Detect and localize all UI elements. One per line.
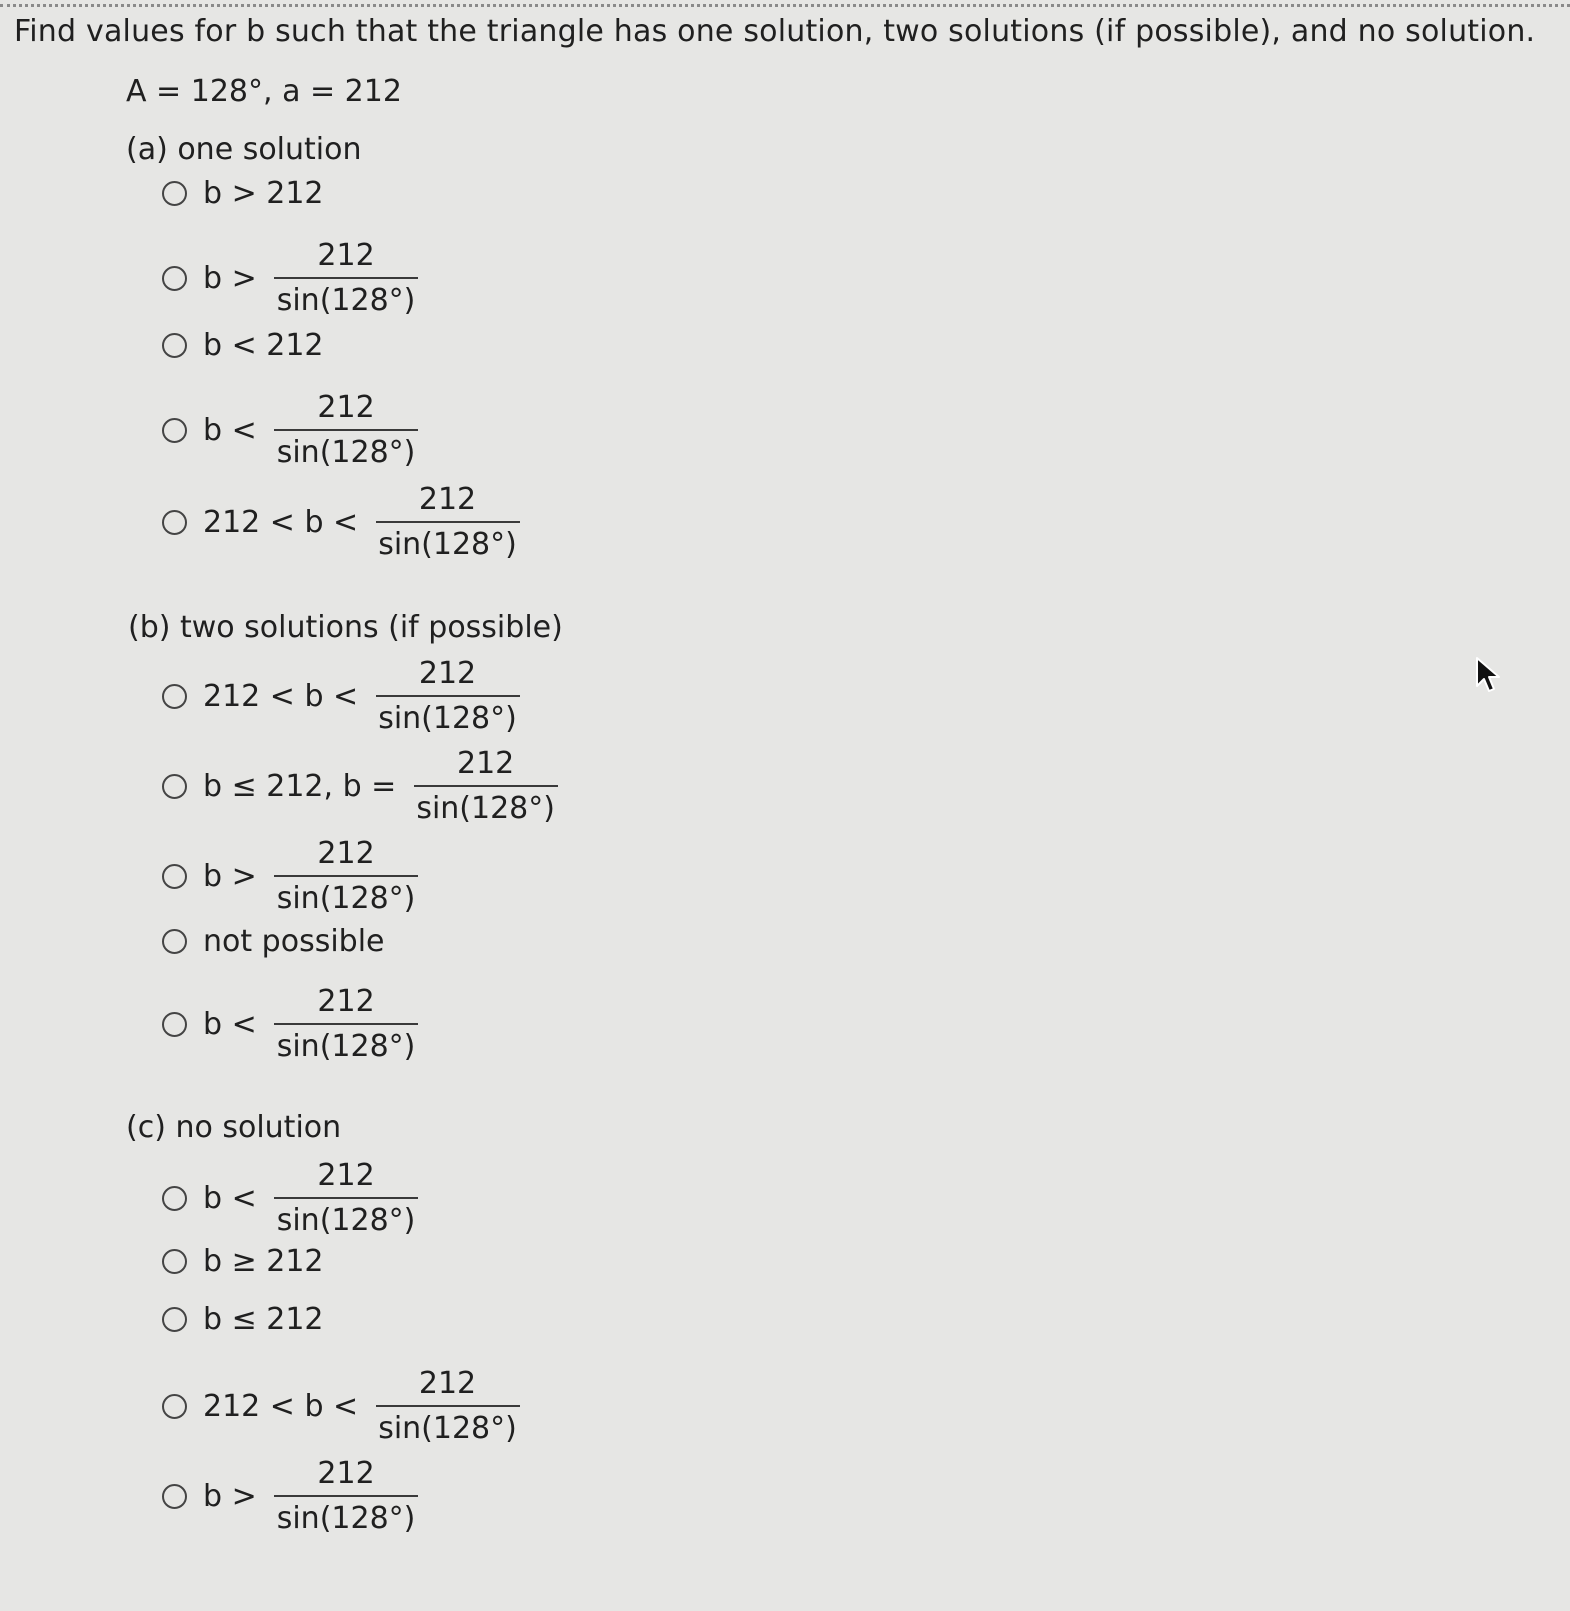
fraction-denominator: sin(128°): [276, 881, 416, 916]
part-b-option-1[interactable]: [162, 656, 525, 736]
radio-button[interactable]: [162, 418, 187, 443]
option-text: b < 212: [203, 328, 324, 363]
part-b-option-4[interactable]: [162, 924, 385, 959]
fraction-numerator: 212: [414, 746, 558, 787]
fraction-denominator: sin(128°): [416, 791, 555, 826]
fraction: [269, 1456, 424, 1536]
part-b-option-2[interactable]: [162, 746, 563, 826]
part-a-option-3[interactable]: [162, 328, 324, 363]
part-c-option-2[interactable]: [162, 1244, 324, 1279]
option-text: 212 < b <: [203, 1388, 359, 1424]
option-text: b <: [203, 1180, 257, 1216]
part-a-option-1[interactable]: [162, 176, 324, 211]
fraction: [269, 238, 424, 318]
radio-button[interactable]: [162, 1307, 187, 1332]
option-text: not possible: [203, 924, 385, 959]
fraction: [269, 1158, 424, 1238]
radio-button[interactable]: [162, 864, 187, 889]
radio-button[interactable]: [162, 1484, 187, 1509]
part-c-label: (c) no solution: [126, 1110, 342, 1145]
fraction-denominator: sin(128°): [276, 435, 416, 470]
part-c-option-3[interactable]: [162, 1302, 324, 1337]
radio-button[interactable]: [162, 1012, 187, 1037]
part-c-option-5[interactable]: [162, 1456, 423, 1536]
option-text: b >: [203, 260, 257, 296]
fraction-denominator: sin(128°): [276, 1501, 416, 1536]
radio-button[interactable]: [162, 333, 187, 358]
fraction-denominator: sin(128°): [276, 283, 416, 318]
part-a-label: (a) one solution: [126, 132, 362, 167]
radio-button[interactable]: [162, 181, 187, 206]
question-text: Find values for b such that the triangle has one solution, two solutions (if possible), and no solution.: [14, 14, 1536, 49]
option-text: b ≤ 212: [203, 1302, 324, 1337]
fraction-numerator: 212: [274, 836, 418, 877]
fraction: [269, 836, 424, 916]
fraction: [370, 1366, 525, 1446]
fraction-numerator: 212: [376, 482, 520, 523]
option-text: b <: [203, 1006, 257, 1042]
fraction-denominator: sin(128°): [378, 701, 517, 736]
fraction-denominator: sin(128°): [378, 527, 517, 562]
mouse-pointer-icon: [1474, 656, 1504, 696]
part-c-option-4[interactable]: [162, 1366, 525, 1446]
part-a-option-2[interactable]: [162, 238, 423, 318]
top-dotted-divider: [0, 4, 1570, 7]
radio-button[interactable]: [162, 929, 187, 954]
option-text: b ≤ 212, b =: [203, 768, 397, 804]
radio-button[interactable]: [162, 1186, 187, 1211]
radio-button[interactable]: [162, 1394, 187, 1419]
fraction: [370, 656, 525, 736]
part-a-option-4[interactable]: [162, 390, 423, 470]
radio-button[interactable]: [162, 684, 187, 709]
option-text: b > 212: [203, 176, 324, 211]
option-text: b >: [203, 858, 257, 894]
radio-button[interactable]: [162, 774, 187, 799]
fraction-denominator: sin(128°): [378, 1411, 517, 1446]
fraction: [408, 746, 563, 826]
part-b-option-3[interactable]: [162, 836, 423, 916]
radio-button[interactable]: [162, 510, 187, 535]
part-b-option-5[interactable]: [162, 984, 423, 1064]
option-text: 212 < b <: [203, 678, 359, 714]
fraction-numerator: 212: [274, 390, 418, 431]
fraction-denominator: sin(128°): [276, 1029, 416, 1064]
part-c-option-1[interactable]: [162, 1158, 423, 1238]
part-b-label: (b) two solutions (if possible): [128, 610, 563, 645]
given-values: A = 128°, a = 212: [126, 74, 402, 109]
fraction-numerator: 212: [376, 656, 520, 697]
radio-button[interactable]: [162, 266, 187, 291]
part-a-option-5[interactable]: [162, 482, 525, 562]
option-text: b <: [203, 412, 257, 448]
fraction-numerator: 212: [274, 1158, 418, 1199]
fraction: [269, 390, 424, 470]
option-text: b >: [203, 1478, 257, 1514]
fraction-numerator: 212: [274, 984, 418, 1025]
fraction: [370, 482, 525, 562]
radio-button[interactable]: [162, 1249, 187, 1274]
fraction-numerator: 212: [274, 238, 418, 279]
fraction-numerator: 212: [274, 1456, 418, 1497]
fraction-denominator: sin(128°): [276, 1203, 416, 1238]
option-text: 212 < b <: [203, 504, 359, 540]
fraction: [269, 984, 424, 1064]
option-text: b ≥ 212: [203, 1244, 324, 1279]
fraction-numerator: 212: [376, 1366, 520, 1407]
